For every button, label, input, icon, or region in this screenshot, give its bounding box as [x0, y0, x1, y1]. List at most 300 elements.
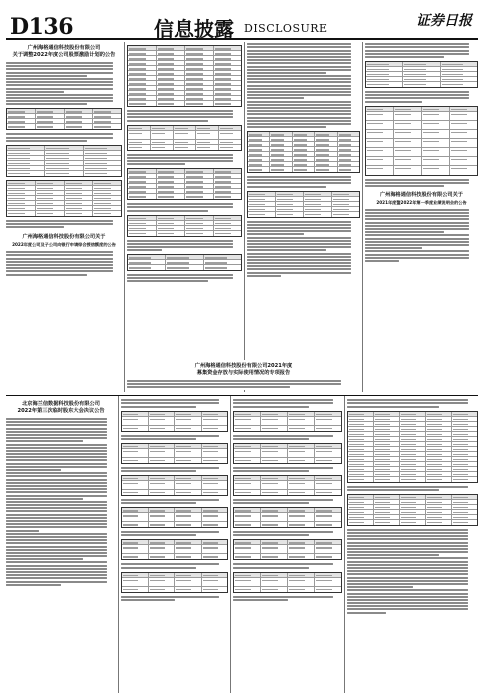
table-cell: [348, 422, 374, 426]
text-line: [6, 453, 107, 455]
data-table: [6, 108, 122, 130]
table-cell: [202, 476, 228, 480]
table-cell: [261, 412, 288, 416]
table-cell: [276, 212, 304, 217]
table-cell: [128, 56, 157, 60]
table-cell: [348, 510, 374, 514]
text-line: [347, 554, 439, 556]
page-header: [6, 4, 478, 40]
table-cell: [214, 216, 242, 220]
text-line: [365, 231, 444, 233]
table-row: [248, 167, 359, 172]
text-line: [233, 531, 333, 533]
table-cell: [93, 201, 121, 205]
table-cell: [452, 500, 477, 504]
text-line: [365, 254, 469, 256]
table-cell: [261, 540, 288, 544]
table-cell: [45, 166, 83, 170]
table-cell: [304, 197, 332, 201]
table-row: [122, 513, 227, 522]
text-line: [6, 479, 107, 481]
text-line: [127, 154, 233, 156]
table-cell: [157, 71, 186, 75]
table-cell: [157, 169, 186, 173]
table-cell: [261, 444, 288, 448]
table-cell: [248, 202, 276, 206]
table-row: [128, 265, 241, 270]
table-cell: [288, 476, 315, 480]
table-cell: [175, 490, 202, 495]
table-cell: [288, 490, 315, 495]
table-cell: [394, 107, 422, 111]
table-cell: [128, 126, 151, 130]
table-cell: [261, 417, 288, 425]
data-table: [233, 507, 342, 528]
table-cell: [157, 184, 186, 188]
text-line: [365, 225, 469, 227]
table-cell: [185, 76, 214, 80]
table-cell: [315, 522, 341, 527]
text-line: [347, 532, 468, 534]
text-line: [121, 596, 219, 598]
table-cell: [185, 189, 214, 193]
table-cell: [234, 587, 261, 592]
table-cell: [426, 510, 452, 514]
column-4: [347, 398, 478, 693]
table-cell: [149, 508, 176, 512]
table-cell: [128, 101, 157, 106]
table-cell: [185, 51, 214, 55]
table-cell: [214, 231, 242, 236]
table-cell: [214, 179, 242, 183]
table-cell: [7, 109, 36, 113]
text-line: [247, 56, 351, 58]
table-cell: [234, 426, 261, 431]
table-cell: [261, 476, 288, 480]
data-table: [127, 125, 242, 151]
table-cell: [452, 515, 477, 519]
text-line: [6, 274, 87, 276]
table-row: [128, 231, 241, 236]
table-cell: [149, 426, 176, 431]
table-cell: [214, 76, 242, 80]
table-cell: [270, 132, 292, 136]
table-cell: [288, 458, 315, 463]
table-cell: [204, 265, 241, 270]
text-line: [365, 182, 469, 184]
data-table: [347, 494, 478, 526]
table-cell: [45, 156, 83, 160]
table-cell: [426, 500, 452, 504]
table-cell: [202, 426, 228, 431]
table-cell: [400, 447, 426, 451]
table-cell: [157, 61, 186, 65]
table-cell: [157, 216, 186, 220]
table-cell: [214, 46, 242, 50]
text-line: [121, 502, 196, 504]
table-cell: [7, 196, 36, 200]
table-cell: [403, 77, 440, 81]
table-row: [234, 554, 341, 559]
text-line: [365, 238, 469, 240]
table-cell: [304, 207, 332, 211]
text-line: [6, 456, 107, 458]
table-cell: [450, 148, 477, 156]
table-cell: [400, 495, 426, 499]
text-line: [121, 467, 219, 469]
text-line: [347, 586, 413, 588]
table-cell: [374, 510, 400, 514]
table-cell: [202, 481, 228, 489]
table-cell: [374, 442, 400, 446]
table-cell: [214, 56, 242, 60]
text-line: [347, 535, 468, 537]
announcement-title-line2: 募集资金存放与实际使用情况的专项报告: [196, 370, 291, 376]
text-line: [247, 53, 351, 55]
table-cell: [332, 202, 359, 206]
column-1: [6, 398, 116, 693]
text-line: [347, 529, 468, 531]
data-table: [121, 572, 228, 593]
table-cell: [122, 417, 149, 425]
table-cell: [338, 162, 359, 166]
text-line: [127, 380, 341, 382]
table-cell: [366, 67, 403, 71]
table-cell: [175, 587, 202, 592]
table-cell: [422, 166, 450, 175]
text-line: [121, 438, 196, 440]
table-cell: [450, 139, 477, 147]
table-cell: [293, 142, 315, 146]
table-cell: [270, 157, 292, 161]
table-row: [366, 157, 477, 166]
text-line: [247, 268, 351, 270]
table-cell: [293, 162, 315, 166]
table-cell: [174, 145, 197, 150]
text-line: [121, 563, 219, 565]
table-cell: [276, 202, 304, 206]
table-cell: [234, 573, 261, 577]
table-cell: [315, 142, 337, 146]
table-cell: [128, 131, 151, 139]
text-line: [347, 538, 468, 540]
text-line: [365, 101, 422, 103]
table-cell: [157, 179, 186, 183]
table-row: [234, 426, 341, 431]
text-line: [247, 75, 351, 77]
text-line: [121, 567, 196, 569]
table-cell: [426, 495, 452, 499]
table-row: [122, 578, 227, 587]
table-cell: [65, 211, 94, 216]
text-line: [6, 97, 113, 99]
table-row: [122, 417, 227, 426]
table-cell: [248, 137, 270, 141]
table-cell: [374, 422, 400, 426]
text-line: [6, 440, 83, 442]
text-line: [347, 567, 468, 569]
text-line: [233, 402, 333, 404]
text-line: [247, 249, 326, 251]
table-cell: [348, 427, 374, 431]
data-table: [6, 180, 122, 217]
text-line: [127, 383, 341, 385]
data-table: [247, 131, 360, 173]
text-line: [6, 498, 83, 500]
text-line: [347, 570, 468, 572]
table-cell: [248, 142, 270, 146]
text-line: [6, 565, 107, 567]
table-row: [128, 131, 241, 140]
table-row: [234, 458, 341, 463]
table-cell: [185, 91, 214, 95]
table-cell: [214, 194, 242, 199]
table-cell: [338, 132, 359, 136]
table-cell: [93, 119, 121, 123]
table-cell: [174, 126, 197, 130]
table-cell: [122, 426, 149, 431]
text-line: [6, 577, 107, 579]
text-line: [127, 206, 233, 208]
table-cell: [441, 67, 477, 71]
table-cell: [293, 167, 315, 172]
announcement-title: [367, 192, 476, 206]
text-line: [6, 549, 107, 551]
text-line: [6, 542, 107, 544]
table-cell: [128, 231, 157, 236]
text-line: [6, 584, 61, 586]
table-cell: [149, 458, 176, 463]
table-cell: [149, 490, 176, 495]
text-line: [365, 228, 469, 230]
table-cell: [185, 66, 214, 70]
table-cell: [400, 500, 426, 504]
table-cell: [157, 221, 186, 225]
table-cell: [151, 140, 174, 144]
text-line: [6, 558, 83, 560]
table-cell: [348, 500, 374, 504]
table-cell: [315, 554, 341, 559]
table-cell: [348, 505, 374, 509]
table-cell: [234, 417, 261, 425]
text-line: [347, 599, 468, 601]
table-cell: [248, 192, 276, 196]
page-number: D136: [10, 14, 74, 40]
table-cell: [288, 573, 315, 577]
table-cell: [214, 226, 242, 230]
table-cell: [128, 255, 166, 259]
column-divider: [124, 42, 125, 392]
text-line: [247, 117, 351, 119]
table-row: [234, 417, 341, 426]
table-cell: [374, 452, 400, 456]
table-cell: [175, 426, 202, 431]
table-cell: [422, 148, 450, 156]
text-line: [247, 66, 351, 68]
text-line: [6, 428, 107, 430]
table-row: [122, 449, 227, 458]
table-cell: [374, 432, 400, 436]
table-cell: [248, 152, 270, 156]
table-cell: [261, 513, 288, 521]
table-cell: [374, 467, 400, 471]
table-cell: [84, 156, 121, 160]
table-row: [366, 148, 477, 157]
table-cell: [175, 578, 202, 586]
table-cell: [214, 101, 242, 106]
table-cell: [214, 61, 242, 65]
table-cell: [65, 191, 94, 195]
table-cell: [234, 540, 261, 544]
table-cell: [157, 51, 186, 55]
data-table: [121, 475, 228, 496]
table-cell: [45, 146, 83, 150]
table-cell: [400, 515, 426, 519]
table-cell: [374, 477, 400, 482]
table-cell: [400, 472, 426, 476]
table-cell: [45, 151, 83, 155]
table-cell: [175, 481, 202, 489]
text-line: [233, 399, 333, 401]
table-cell: [214, 169, 242, 173]
text-line: [247, 272, 351, 274]
table-cell: [374, 495, 400, 499]
announcement-title-line1: 广州海格通信科技股份有限公司关于: [22, 234, 106, 241]
text-line: [247, 72, 326, 74]
text-line: [6, 568, 107, 570]
table-cell: [219, 145, 241, 150]
table-cell: [315, 137, 337, 141]
table-cell: [426, 472, 452, 476]
data-table: [6, 145, 122, 177]
table-cell: [338, 157, 359, 161]
announcement-title-line1: 北京海兰信数据科技股份有限公司: [22, 401, 100, 407]
text-line: [247, 50, 351, 52]
text-line: [347, 593, 468, 595]
column-1: [6, 42, 122, 392]
table-cell: [450, 166, 477, 175]
table-cell: [366, 148, 394, 156]
table-cell: [452, 422, 477, 426]
table-cell: [128, 260, 166, 264]
table-cell: [214, 221, 242, 225]
table-cell: [93, 181, 121, 185]
table-cell: [157, 66, 186, 70]
table-cell: [65, 196, 94, 200]
table-row: [348, 520, 477, 525]
table-cell: [128, 179, 157, 183]
table-cell: [7, 181, 36, 185]
text-line: [6, 65, 113, 67]
table-cell: [450, 130, 477, 138]
table-cell: [315, 132, 337, 136]
table-cell: [348, 472, 374, 476]
table-cell: [248, 167, 270, 172]
text-line: [6, 133, 113, 135]
text-line: [6, 459, 107, 461]
text-line: [247, 126, 326, 128]
table-cell: [394, 166, 422, 175]
table-cell: [175, 573, 202, 577]
table-cell: [248, 207, 276, 211]
text-line: [6, 220, 113, 222]
table-cell: [426, 447, 452, 451]
table-row: [128, 145, 241, 150]
table-cell: [128, 216, 157, 220]
text-line: [127, 246, 233, 248]
table-cell: [270, 147, 292, 151]
table-cell: [196, 126, 219, 130]
text-line: [347, 573, 468, 575]
table-cell: [366, 166, 394, 175]
text-line: [127, 160, 233, 162]
table-cell: [315, 162, 337, 166]
text-line: [6, 72, 113, 74]
table-cell: [36, 109, 65, 113]
table-cell: [452, 462, 477, 466]
column-divider: [230, 396, 231, 693]
data-table: [365, 106, 478, 176]
data-table: [233, 539, 342, 560]
table-cell: [234, 444, 261, 448]
table-cell: [185, 174, 214, 178]
table-cell: [93, 186, 121, 190]
table-cell: [149, 522, 176, 527]
text-line: [6, 418, 107, 420]
text-line: [6, 91, 64, 93]
table-cell: [403, 72, 440, 76]
table-cell: [185, 61, 214, 65]
table-cell: [288, 578, 315, 586]
table-cell: [7, 191, 36, 195]
text-line: [247, 256, 351, 258]
announcement-title-line1: 广州海格通信科技股份有限公司2021年度: [194, 363, 293, 369]
table-row: [7, 171, 121, 176]
table-cell: [219, 126, 241, 130]
text-line: [233, 502, 309, 504]
table-cell: [452, 467, 477, 471]
table-cell: [202, 587, 228, 592]
announcement-title-line1: 广州海格通信科技股份有限公司关于: [379, 191, 463, 198]
table-cell: [122, 540, 149, 544]
table-cell: [122, 578, 149, 586]
table-cell: [157, 56, 186, 60]
text-line: [6, 261, 113, 263]
text-line: [347, 577, 468, 579]
table-cell: [293, 152, 315, 156]
table-cell: [234, 554, 261, 559]
table-cell: [374, 417, 400, 421]
table-cell: [288, 444, 315, 448]
table-cell: [93, 211, 121, 216]
table-cell: [450, 121, 477, 129]
table-cell: [261, 508, 288, 512]
table-cell: [151, 126, 174, 130]
table-cell: [400, 442, 426, 446]
table-cell: [400, 505, 426, 509]
table-cell: [174, 140, 197, 144]
text-line: [247, 275, 281, 277]
table-cell: [452, 442, 477, 446]
table-cell: [366, 139, 394, 147]
table-cell: [214, 51, 242, 55]
table-cell: [214, 66, 242, 70]
text-line: [247, 94, 351, 96]
column-3: [247, 42, 360, 392]
table-cell: [65, 206, 94, 210]
table-cell: [400, 412, 426, 416]
announcement-title: [129, 363, 358, 377]
